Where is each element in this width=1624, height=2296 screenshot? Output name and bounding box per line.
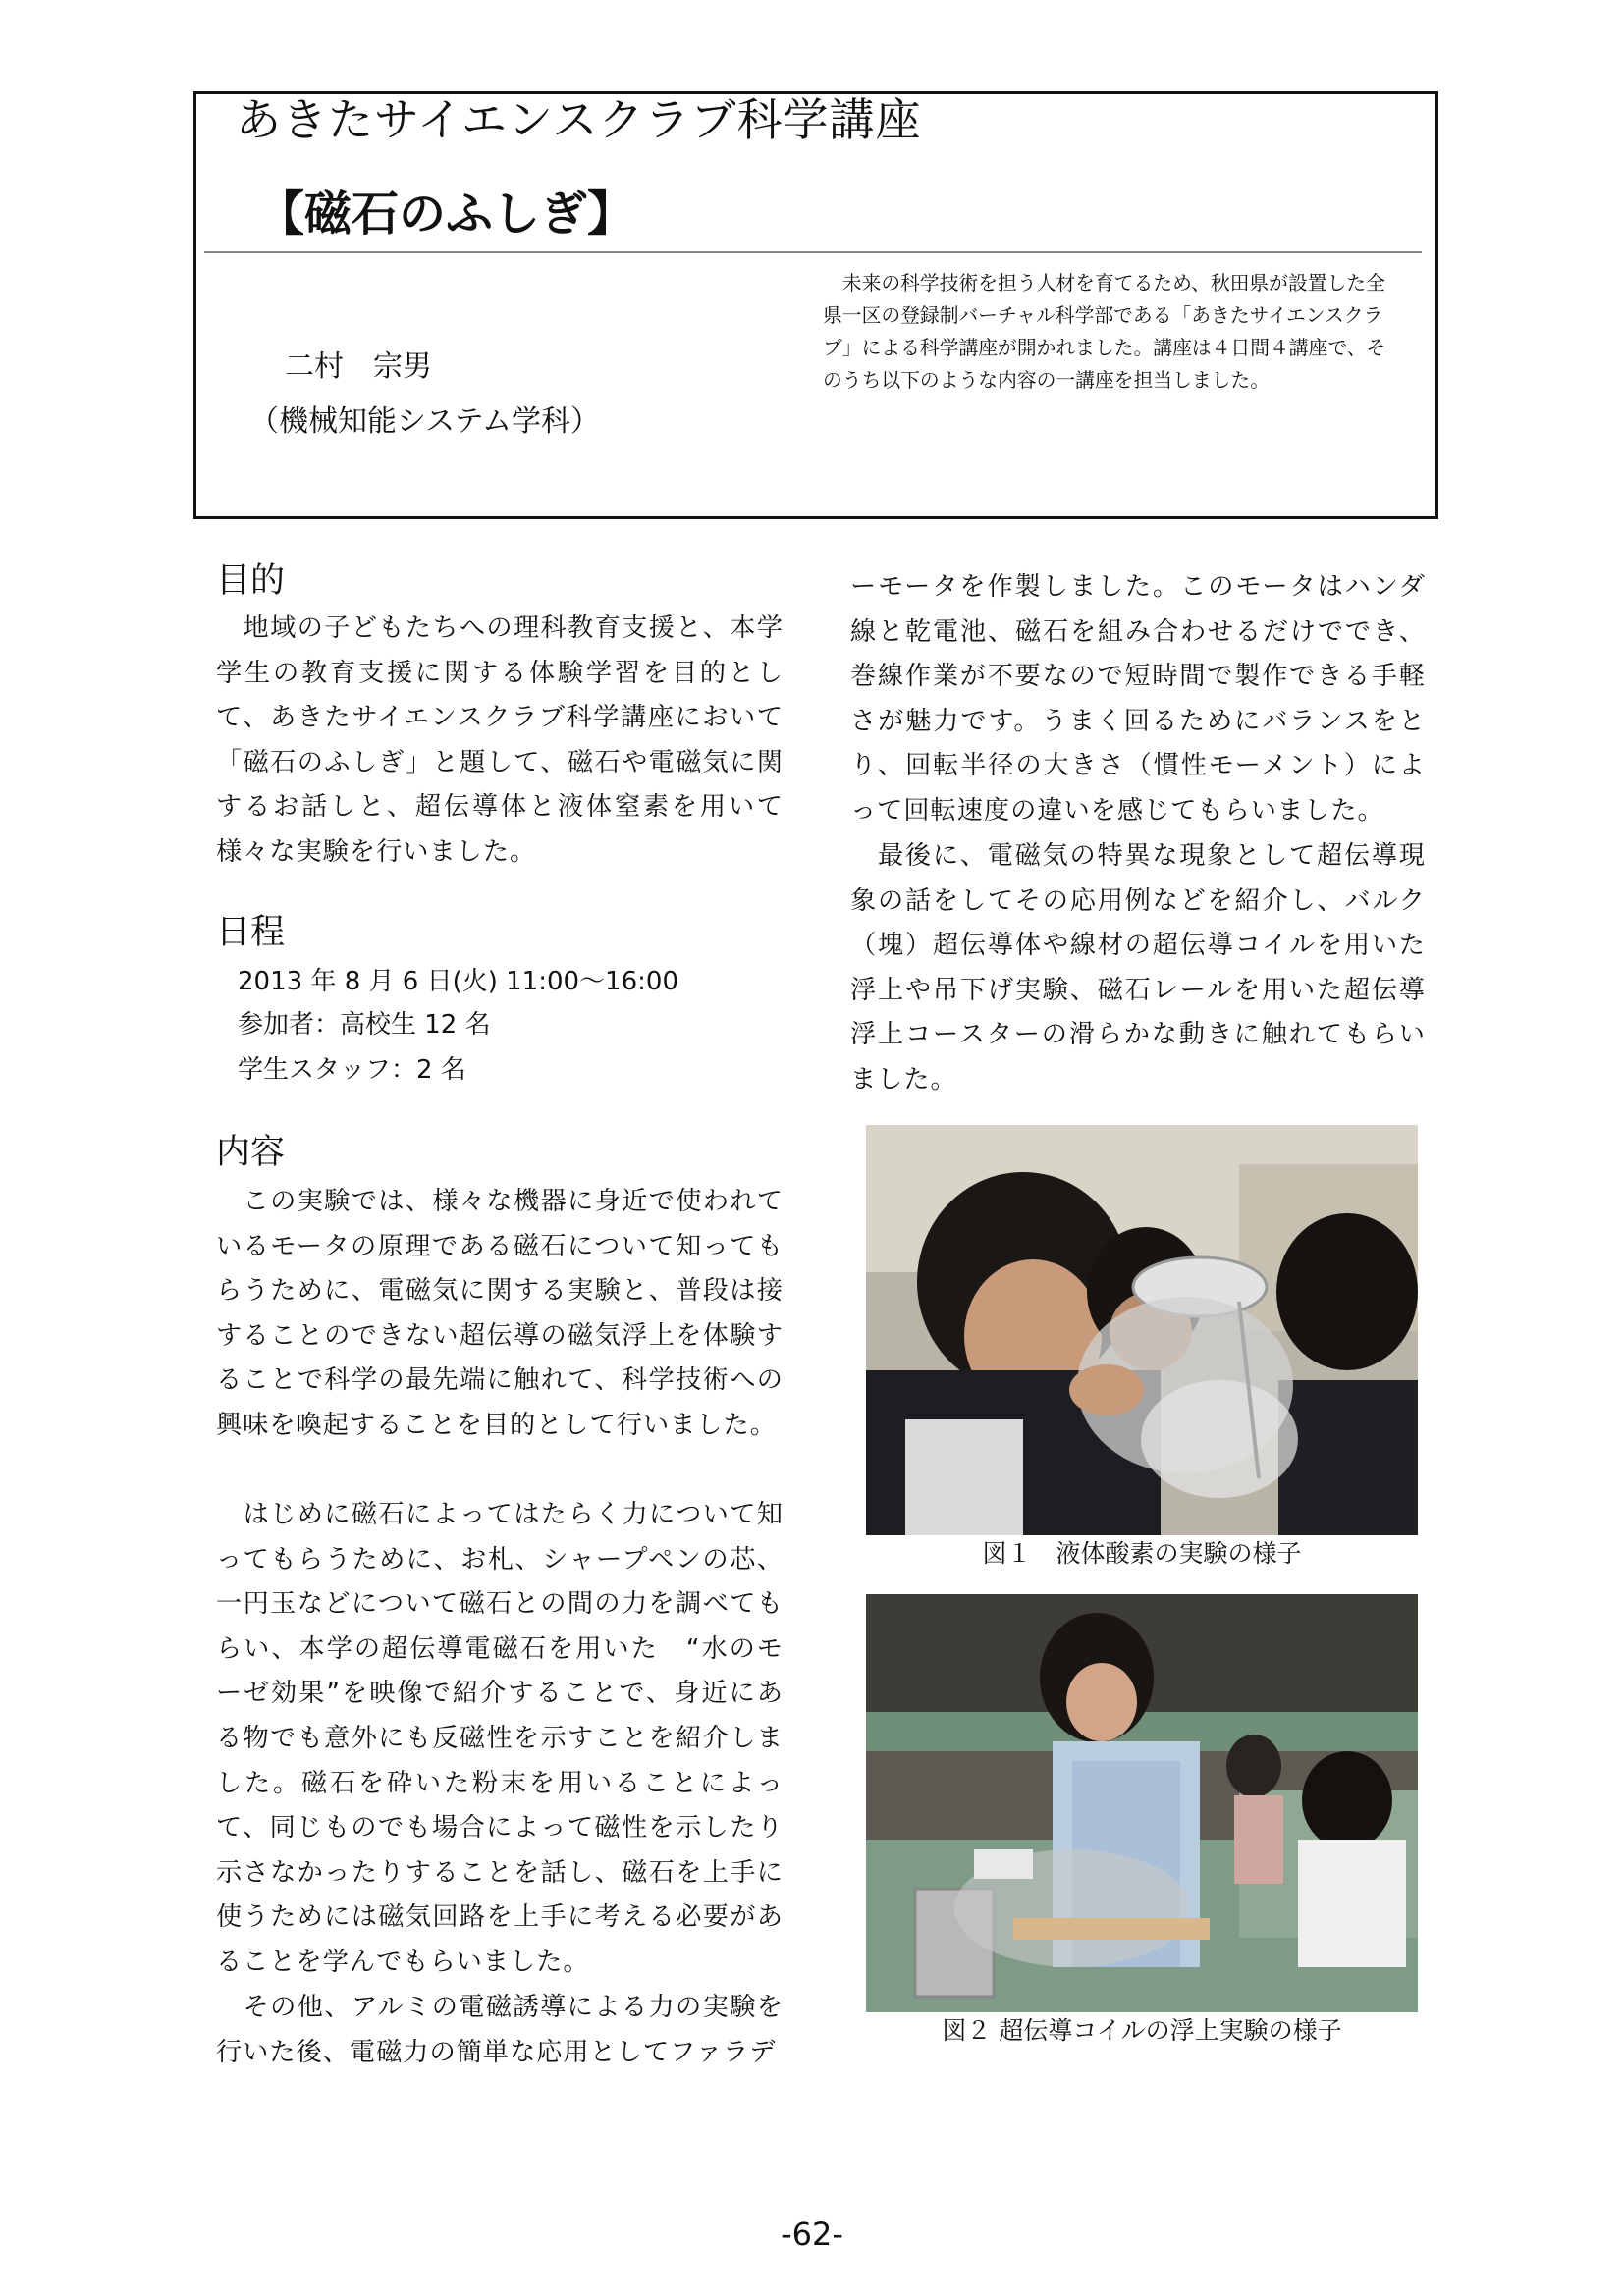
- figure-1-caption: 図１ 液体酸素の実験の様子: [982, 1539, 1302, 1568]
- series-title: あきたサイエンスクラブ科学講座: [236, 93, 922, 146]
- figure-1-illustration: [866, 1125, 1418, 1535]
- figure-1-photo: [866, 1125, 1418, 1535]
- content-paragraph-1: この実験では、様々な機器に身近で使われているモータの原理である磁石について知ってもらうために、電磁気に関する実験と、普段は接することのできない超伝導の磁気浮上を体験することで科学の最先端に触れて、科学技術への興味を喚起することを目的として行いました。: [216, 1187, 784, 1440]
- article-title: 【磁石のふしぎ】: [257, 187, 635, 241]
- title-divider: [204, 251, 1422, 253]
- schedule-participants: 参加者：高校生 12 名: [238, 1010, 491, 1040]
- section-heading-content: 内容: [216, 1133, 286, 1172]
- section-heading-purpose: 目的: [216, 561, 286, 601]
- section-heading-schedule: 日程: [216, 913, 286, 952]
- schedule-date: 2013 年 8 月 6 日(火) 11:00～16:00: [238, 967, 678, 996]
- purpose-text: 地域の子どもたちへの理科教育支援と、本学学生の教育支援に関する体験学習を目的として、あきたサイエンスクラブ科学講座において「磁石のふしぎ」と題して、磁石や電磁気に関するお話しと、超伝導体と液体窒素を用いて様々な実験を行いました。: [216, 614, 784, 867]
- figure-2-photo: [866, 1594, 1418, 2012]
- figure-2-illustration: [866, 1594, 1418, 2012]
- author-department: （機械知能システム学科）: [249, 404, 600, 439]
- schedule-staff: 学生スタッフ：2 名: [238, 1055, 466, 1085]
- content-paragraph-3: その他、アルミの電磁誘導による力の実験を行いた後、電磁力の簡単な応用としてファラデ: [216, 1993, 784, 2067]
- right-column-paragraph-2: 最後に、電磁気の特異な現象として超伝導現象の話をしてその応用例などを紹介し、バルク（塊）超伝導体や線材の超伝導コイルを用いた浮上や吊下げ実験、磁石レールを用いた超伝導浮上コースターの滑らかな動きに触れてもらいました。: [850, 841, 1426, 1095]
- right-column-paragraph-1: ーモータを作製しました。このモータはハンダ線と乾電池、磁石を組み合わせるだけででき、巻線作業が不要なので短時間で製作できる手軽さが魅力です。うまく回るためにバランスをとり、回転半径の大きさ（慣性モーメント）によって回転速度の違いを感じてもらいました。: [850, 572, 1426, 826]
- content-paragraph-2: はじめに磁石によってはたらく力について知ってもらうために、お札、シャープペンの芯、一円玉などについて磁石との間の力を調べてもらい、本学の超伝導電磁石を用いた “水のモーゼ効果”を映像で紹介することで、身近にある物でも意外にも反磁性を示すことを紹介しました。磁石を砕いた粉末を用いることによって、同じものでも場合によって磁性を示したり示さなかったりすることを話し、磁石を上手に使うためには磁気回路を上手に考える必要があることを学んでもらいました。: [216, 1500, 784, 1977]
- abstract: 未来の科学技術を担う人材を育てるため、秋田県が設置した全県一区の登録制バーチャル科学部である「あきたサイエンスクラブ」による科学講座が開かれました。講座は４日間４講座で、そのうち以下のような内容の一講座を担当しました。: [823, 272, 1386, 392]
- figure-2-caption: 図２ 超伝導コイルの浮上実験の様子: [942, 2016, 1342, 2045]
- author-name: 二村 宗男: [285, 349, 432, 384]
- page-number: -62-: [781, 2216, 843, 2253]
